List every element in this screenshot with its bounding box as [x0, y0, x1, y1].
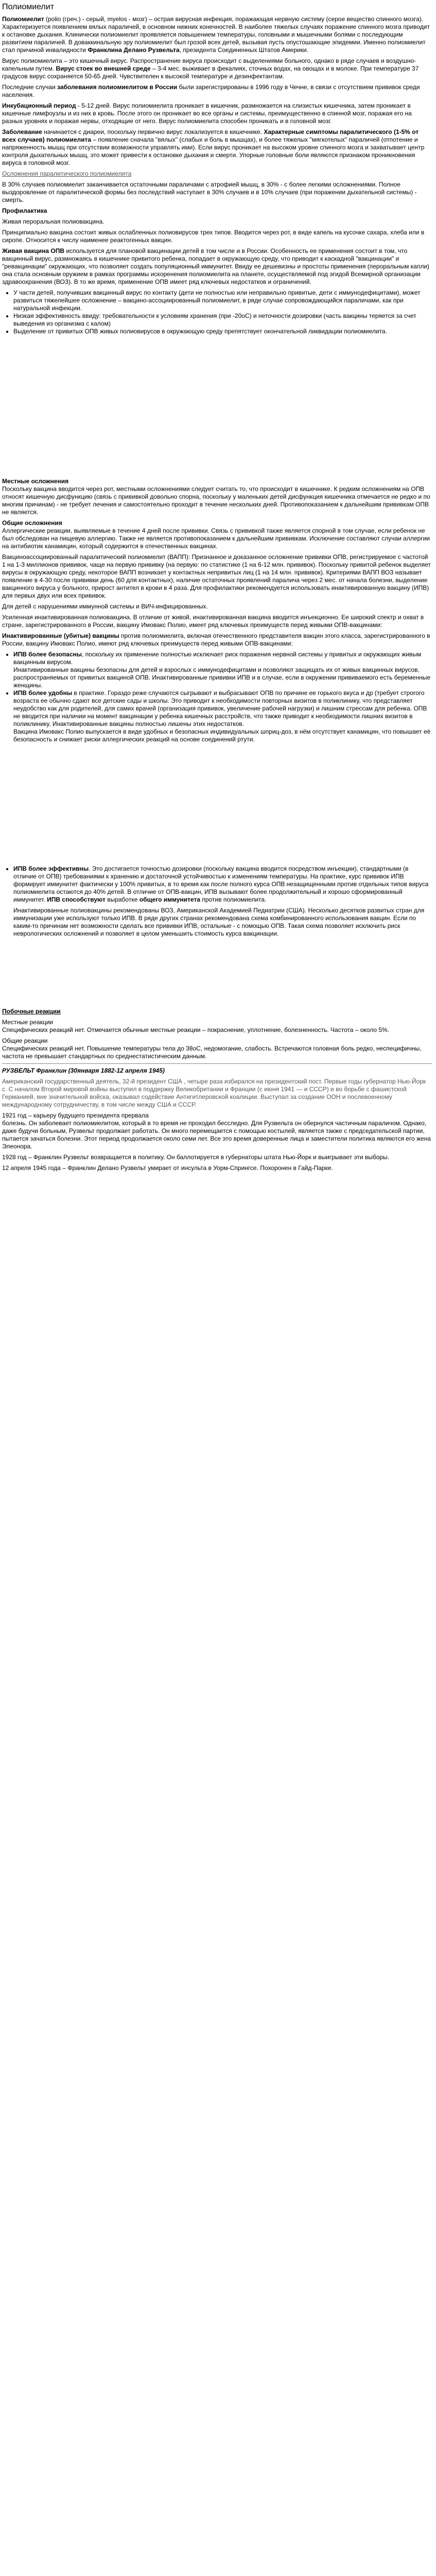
ipv-efficacy-list: [2, 865, 432, 938]
document: [2, 0, 432, 1175]
side-local-text: Специфических реакций нет. Отмечается обычные местные реакции – покраснение, уплотнение, болезненность. Частота – около 5%.: [2, 1026, 390, 1033]
prevention-line-2: Принципиально вакцина состоит живых ослабленных полиовирусов трех типов. Вводится через рот, в виде капель на кусочке сахара, хлеба или в сиропе. Относится к числу наименее реактогенных вакцин.: [2, 229, 425, 244]
intro-p3-a: Последние случаи: [2, 83, 58, 91]
ipv-effective-end: выработке: [105, 896, 139, 903]
opv-paragraph: [2, 247, 432, 286]
ipv-advantages-list: [2, 651, 432, 743]
disease-text: начинается с диареи, поскольку первично вирус локализуется в кишечнике.: [42, 128, 264, 135]
complications-text: В 30% случаев полиомиелит заканчивается остаточными параличами с атрофией мышц, в 30% - с более легкими осложнениями. Полное выздоровление от паралитической формы без последствий наступает в 30% случаев и в 10% случаев (при поражении дыхательной системы) - смерть.: [2, 181, 417, 204]
bio-p5: 12 апреля 1945 года – Франклин Делано Рузвельт умирает от инсульта в Уорм-Спрингсе. Похоронен в Гайд-Парке.: [2, 1164, 333, 1172]
ipv-safe-lead: ИПВ более безопасны: [13, 651, 82, 658]
opv-drawbacks-list: [2, 289, 432, 335]
intro-paragraph-3: [2, 83, 432, 99]
list-item: [13, 689, 432, 743]
inactivated-text: против полиомиелита, включая отечественного представителя вакцин этого класса, зарегистрированного в России, вакцину Имовакс Полио, имеют ряд ключевых преимуществ перед живыми ОПВ-вакцинами:: [2, 632, 430, 647]
bio-p3: болезнь. Он заболевает полиомиелитом, который в то время не проходил бесследно. Для Рузвельта он обернулся частичным параличом. Однако, даже будучи больным, Рузвельт продолжает работать. Он много перемещается с помощью костылей, является также с председательской партии, пытается зачаться болезни. Этот период продолжается около семи лет. Все это время доверенные лица и заместители политика являются его жена Элеонора.: [2, 1120, 431, 1150]
ipv-effective-text: . Это достигается точностью дозировки (поскольку вакцина вводится посредством инъекции), стандартными (в отличие от ОПВ) требованиями к хранению и достаточной устойчивостью к изменениям температуры. На практике, курс прививок ИПВ формирует иммунитет фактически у 100% привитых, в то время как после полного курса ОПВ незащищенными против отдельных типов вируса полиомиелита остаются до 40% детей. В отличие от ОПВ-вакцин, ИПВ вызывают более продолжительный и хорошо сформированный иммунитет.: [13, 865, 429, 903]
incubation-paragraph: [2, 102, 432, 125]
incubation-text: - 5-12 дней. Вирус полиомиелита проникает в кишечник, размножается на слизистых кишечника, затем проникает в кишечные лимфоузлы и из них в кровь. После этого он проникает во все органы и системы, преимущественно в спинной мозг, поражая его на разных уровнях и поражая нервы, отходящие от него. Вирус полиомиелита способен проникать и в головной мозг.: [2, 102, 412, 125]
blank-space: [2, 338, 432, 478]
prevention-line-1: Живая пероральная полиовакцина.: [2, 218, 104, 225]
general-p3: Для детей с нарушениями иммунной системы и ВИЧ-инфицированных.: [2, 603, 208, 610]
disease-text-2: – появление сначала "вялых" (слабых и боль в мышцах), и более тяжелых "мягкотелых" параличей (отпотение и напряженность мышц при отсутствии возможности управлять ими). Если вирус проникает на высоком уровне спинного мозга и захватывает центр контроля дыхательных мышц, это может привести к остановке дыхания и смерти. Упорные головные боли являются признаком проникновения вируса в головной мозг.: [2, 136, 425, 166]
local-complications-heading: Местные осложнения: [2, 478, 69, 485]
intro-p2-bold: Вирус стоек во внешней среде: [56, 65, 151, 72]
intro-p2-end: – 3-4 мес. выживает в фекалиях, сточных водах, на овощах и в молоке. При температуре 37 градусов вирус сохраняется 50-65 дней. Чувствителен к высокой температуре и дезинфектантам.: [2, 65, 419, 80]
list-item: • Выделение от привитых ОПВ живых полиовирусов в окружающую среду препятствует окончательной ликвидации полиомиелита.: [13, 328, 432, 335]
intro-paragraph-1: [2, 15, 432, 54]
opv-text: используется для плановой вакцинации детей в том числе и в России. Особенность ее применения состоит в том, что вакцинный вирус, размножаясь в кишечнике привитого ребенка, попадает в окружающую среду, что приводит к каскадной "вакцинации" и "ревакцинации" окружающих, что позволяет создать популяционный иммунитет. Ввиду ее дешевизны и простоты применения (пероральным капли) она стала основным оружием в рамках программы искоренения полиомиелита на планете, осуществляемой под эгидой Всемирной организации здравоохранения (ВОЗ). В то же время, применение ОПВ имеет ряд ключевых недостатков и ограничений.: [2, 247, 430, 285]
ipv-effective-fin: против полиомиелита.: [200, 896, 267, 903]
bio-p2: 1921 год – карьеру будущего президента прервала: [2, 1112, 149, 1119]
ipv-safe-text: , поскольку их применение полностью исключает риск поражения нервной системы у привитых и окружающих живым вакцинным вирусом. Инактивированные вакцины безопасны для детей и взрослых с иммунодефицитами и позволяют защищать их от живых вакцинных вирусов, распространяемых от привитых вакциной ОПВ. Инактивированные прививки ИПВ и в случае, если в окружении прививаемого есть беременные женщины.: [13, 651, 431, 689]
bio-heading: РУЗВЕЛЬТ Франклин (30января 1882-12 апреля 1945): [2, 1067, 165, 1074]
page-title: Полиомиелит: [2, 3, 55, 11]
inactivated-paragraph: [2, 632, 432, 648]
disease-bold: Характерные симптомы паралитического (1-5% от всех случаев) полиомиелита: [2, 128, 419, 143]
local-complications-text: Поскольку вакцина вводится через рот, местными осложнениями следует считать то, что происходит в кишечнике. К редким осложнениям на ОПВ относят кишечную дисфункцию (связь с прививкой довольно спорна, поскольку у маленьких детей дисфункция кишечника отмечается не редко и по многим причинам) - не требует лечения и самостоятельно проходит в течение нескольких дней. Противопоказанием к дальнейшим прививкам ОПВ не является.: [2, 485, 430, 516]
side-general-text: Специфических реакций нет. Повышение температуры тела до 38оС, недомогание, слабость. Встречаются головная боль редко, неспецифичны, частота не превышает стандартных по среднестатистическим данным.: [2, 1045, 422, 1060]
inactivated-lead: Инактивированные (убитые) вакцины: [2, 632, 119, 639]
bio-p1: Американский государственный деятель, 32-й президент США , четыре раза избирался на президентский пост. Первые годы губернатор Нью-Йорк с. С началом Второй мировой войны выступил в поддержку Великобритании и Франции (с июня 1941 — и СССР) и во борьбе с фашистской Германией, вне значительной войска, оказывал содействие Антигитлеровской коалиции. Выступал за создание ООН и послевоенному международному сотрудничеству, в том числе между США и СССР.: [2, 1078, 426, 1108]
list-item: [13, 865, 432, 938]
disease-paragraph: [2, 128, 432, 167]
intro-text: (polio (греч.) - серый, myelos - мозг) – острая вирусная инфекция, поражающая нервную систему (серое вещество спинного мозга). Характеризуется появлением вялых параличей, в основном нижних конечностей. В наиболее тяжелых случаях поражение спинного мозга приводит к остановке дыхания. Клинически полиомиелит проявляется повышением температуры, головными и мышечными болями с последующим развитием параличей. В доваккинальную эру полиомиелит был грозой всех детей, вызывая пусть опустошающие эпидемии. Именно полиомиелит стал причиной инвалидности: [2, 15, 430, 54]
general-p2: Вакциноассоциированный паралитический полиомиелит (ВАПП): Признанное и доказанное осложнение прививки ОПВ, регистрируемое с частотой 1 на 1-3 миллионов прививок, чаще на первую прививку (на первую: по статистике (1 на 6-12 млн. прививок). Поскольку привитой ребенок выделяет вирусы в окружающую среду, некоторое ВАПП возникает у контактных непривитых лиц (1 на 14 млн. прививок). Критериями ВАПП ВОЗ называет появление в 4-30 после прививки день (60 для контактных), наличие остаточных проявлений паралича через 2 мес. от начала болезни, выделение вакцинного вируса у больного, прирост антител в крови в 4 раза. Для профилактики рекомендуется использовать инактивированную вакцину (ИПВ) для первых двух или всех прививок.: [2, 553, 431, 599]
opv-lead: Живая вакцина ОПВ: [2, 247, 64, 255]
general-p4: Усиленная инактивированная полиовакцина. В отличие от живой, инактивированная вакцина вводится инъекционно. Ее широкий спектр и охват в стране, зарегистрированного в России, вакцину Имовакс Полио, имеет ряд ключевых преимуществ перед живыми ОПВ-вакцинами:: [2, 614, 424, 629]
side-local-heading: Местные реакции: [2, 1019, 54, 1026]
general-p1: Аллергические реакции, выявляемые в течение 4 дней после прививки. Связь с прививкой также является спорной в том случае, если ребенок не был обследован на пищевую аллергию. Также не является противопоказанием к дальнейшим прививкам. Исключение составляют случаи аллергии на антибиотик канамицин, который содержится в отечественных вакцинах.: [2, 527, 430, 550]
bio-p4: 1928 год – Франклин Рузвельт возвращается в политику. Он баллотируется в губернаторы штата Нью-Йорк и выигрывает эти выборы.: [2, 1154, 390, 1161]
list-item: • У части детей, получивших вакцинный вирус по контакту (дети не полностью или неправильно привитые, дети с иммунодефицитами), может развиться тяжелейшее осложнение – вакцино-ассоциированный полиомиелит, в ряде случае сопровождающийся параличами, как при натуральной инфекции.: [13, 289, 432, 312]
intro-paragraph-2: [2, 57, 432, 80]
ipv-effective-bold-2: общего иммунитета: [139, 896, 200, 903]
ipv-recommendation: Инактивированные полиовакцины рекомендованы ВОЗ, Американской Академией Педиатрии (США). Несколько десятков развитых стран для иммунизации уже используют только ИПВ. В ряде других странах рекомендована схема комбинированного использования вакцин. Если по каким-то причинам нет возможности сделать все прививки ИПВ, остальные - с помощью ОПВ. Такая схема позволяет исключить риск неврологических осложнений и позволяет в целом уменьшить стоимость курса вакцинации.: [13, 907, 425, 937]
complications-heading: Осложнения паралитического полиомиелита: [2, 170, 132, 177]
intro-term: Полиомиелит: [2, 15, 44, 23]
list-item: [13, 651, 432, 689]
prevention-heading: Профилактика: [2, 207, 47, 214]
side-effects-heading: Побочные реакции: [2, 1008, 61, 1015]
ipv-effective-bold: ИПВ способствуют: [47, 896, 106, 903]
list-item: • Низкая эффективность ввиду: требовательности к условиям хранения (при -20оС) и неточности дозировки (часть вакцины теряется за счет выведения из организма с калом): [13, 312, 432, 328]
intro-p2-text: Вирус полиомиелита – это кишечный вирус. Распространение вируса происходит с выделениями больного, однако в ряде случаев и воздушно-капельным путем.: [2, 57, 416, 72]
intro-p3-bold: заболевания полиомиелитом в России: [57, 83, 178, 91]
intro-text-end: , президента Соединенных Штатов Америки.: [179, 46, 308, 54]
general-complications-heading: Общие осложнения: [2, 519, 62, 527]
roosevelt-name: Франклина Делано Рузвельта: [88, 46, 180, 54]
incubation-lead: Инкубационный период: [2, 102, 76, 109]
ipv-convenient-text: в практике. Гораздо реже случаются сыгрывают и выбрасывают ОПВ по причине ее горького вкуса и др (требует строгого возраста ее обычно сдают все детские сады и школы. Это приводит к необходимости повторных визитов в поликлинику, что представляет неудобство как для родителей, для самих врачей (организация прививок, увеличение рабочей нагрузки) и лишним стрессам для ребенка. ОПВ не вводится при наличии на момент вакцинации у ребенка кишечных расстройств, что также приводит к необходимости лишних визитов в поликлинику. Инактивированные вакцины полностью лишены этих недостатков. Вакцина Имовакс Полио выпускается в виде удобных и безопасных индивидуальных шприц-доз, в нём отсутствует канамицин, что повышает её безопасность и снижает риски аллергических реакций на основе соединений ртути.: [13, 689, 431, 743]
divider: [2, 1063, 432, 1064]
intro-p3-b: были зарегистрированы в 1996 году в Чечне, в связи с отсутствием прививок среди населения.: [2, 83, 420, 98]
ipv-effective-lead: ИПВ более эффективны: [13, 865, 89, 872]
disease-lead: Заболевание: [2, 128, 42, 135]
ipv-convenient-lead: ИПВ более удобны: [13, 689, 73, 697]
side-general-heading: Общие реакции: [2, 1037, 48, 1044]
blank-space: [2, 941, 432, 1008]
blank-space: [2, 747, 432, 865]
